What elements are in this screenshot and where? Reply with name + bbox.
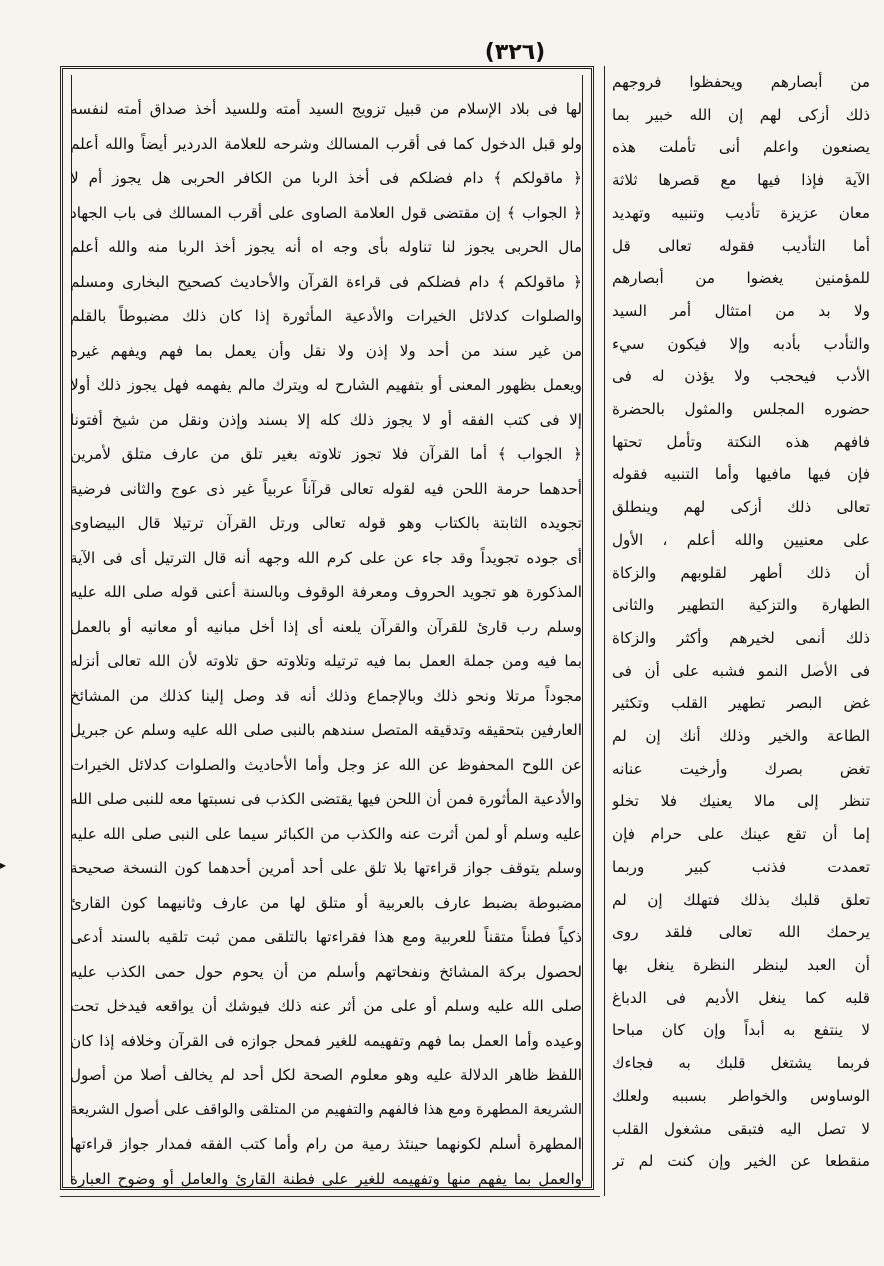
margin-text-line: يصنعون واعلم أنى تأملت هذه bbox=[612, 138, 870, 157]
margin-text-line: من أبصارهم ويحفظوا فروجهم bbox=[612, 73, 870, 91]
margin-text-line: فافهم هذه النكتة وتأمل تحتها bbox=[612, 432, 870, 451]
main-text-line: لحصول بركة المشائخ ونفحاتهم وأسلم من أن يحوم حول حمى الكذب عليه bbox=[70, 962, 582, 981]
margin-text-line: يرحمك الله تعالى فلقد روى bbox=[612, 923, 870, 942]
main-text-line: ذكياً فطناً متقناً للعربية ومع هذا فقراءتها بالتلقى ممن ثبت تلقيه بالسند أدعى bbox=[70, 928, 582, 946]
margin-text-line: حضوره المجلس والمثول بالحضرة bbox=[612, 400, 870, 419]
margin-text-line: إما أن تقع عينك على حرام فإن bbox=[612, 825, 870, 844]
main-text-line: اللفظ ظاهر الدلالة عليه وهو معلوم الصحة لكل أحد لم يخالف أصلا من أصول bbox=[70, 1066, 582, 1084]
main-text-line: الشريعة المطهرة ومع هذا فالفهم والتفهيم من المتلقى والواقف على أصول الشريعة bbox=[70, 1100, 582, 1118]
main-text-line: تجويده الثابتة بالكتاب وهو قوله تعالى ورتل القرآن ترتيلا قال البيضاوى bbox=[70, 514, 582, 532]
margin-text-line: للمؤمنين يغضوا من أبصارهم bbox=[612, 269, 870, 288]
margin-text-line: الطهارة والتزكية التطهير والثانى bbox=[612, 596, 870, 615]
main-text-line: إلا فى كتب الفقه أو لا يجوز ذلك كله إلا بسند وإذن ونقل من شيخ أفتونا bbox=[70, 410, 582, 429]
margin-text-line: تغض بصرك وأرخيت عنانه bbox=[612, 759, 870, 778]
margin-text-line: لا ينتفع به أبداً وإن كان مباحا bbox=[612, 1021, 870, 1040]
margin-text-line: فإن فيها مافيها وأما التنبيه فقوله bbox=[612, 465, 870, 484]
margin-divider-rule bbox=[604, 66, 605, 1196]
main-text-line: وسلم يتوقف جواز قراءتها بلا تلق على أحد أمرين أحدهما كون النسخة صحيحة bbox=[70, 859, 582, 877]
main-text-line: والأدعية المأثورة فمن أن اللحن فيها يقتضى الكذب فى نسبتها معه للنبى صلى الله bbox=[70, 790, 582, 808]
margin-text-line: تعلق قلبك بذلك فتهلك إن لم bbox=[612, 890, 870, 909]
main-text-line: وعيده وأما العمل بما فهم وتفهيمه للغير فمحل جوازه فى القرآن وخلافه إذا كان bbox=[70, 1031, 582, 1050]
margin-text-line: الوساوس والخواطر بسببه ولعلك bbox=[612, 1086, 870, 1105]
main-text-line: ويعمل بظهور المعنى أو بتفهيم الشارح له ويترك مالم يفهمه فهل يجوز ذلك أولا bbox=[70, 376, 582, 394]
main-text-line: العارفين بتحقيقه وتدقيقه المتصل سندهم بالنبى صلى الله عليه وسلم عن جبريل bbox=[70, 721, 582, 739]
main-text-line: بما فيه ومن جملة العمل بما فيه ترتيله وتلاوته حق تلاوته لأن الله تعالى أنزله bbox=[70, 652, 582, 670]
main-text-line: وسلم رب قارئ للقرآن والقرآن يلعنه أى إذا أخل مبانيه أو معانيه أو بالعمل bbox=[70, 617, 582, 636]
margin-text-line: منقطعا عن الخير وإن كنت لم تر bbox=[612, 1152, 870, 1171]
main-text-line: أحدهما حرمة اللحن فيه لقوله تعالى قرآناً عربياً غير ذى عوج والثانى فرضية bbox=[70, 479, 582, 498]
main-text-line: المذكورة هو تجويد الحروف ومعرفة الوقوف وبالسنة أعنى قوله صلى الله عليه bbox=[70, 583, 582, 601]
margin-text-line: تعالى ذلك أزكى لهم وينطلق bbox=[612, 498, 870, 517]
margin-text-line: أما التأديب فقوله تعالى قل bbox=[612, 236, 870, 255]
main-text-block bbox=[70, 92, 582, 1188]
main-text-line: ﴿ الجواب ﴾ أما القرآن فلا تجوز تلاوته بغير تلق من عارف متلق لأمرين bbox=[70, 445, 582, 463]
margin-text-line: الطاعة والخير وذلك أنك إن لم bbox=[612, 727, 870, 746]
margin-text-line: والتأدب بأدبه وإلا فيكون سيء bbox=[612, 334, 870, 353]
main-text-line: مضبوطة بضبط عارف بالعربية أو متلق لها من عارف وثانيهما كون القارئ bbox=[70, 893, 582, 912]
bottom-rule bbox=[60, 1196, 600, 1197]
side-marker-icon: ▸ bbox=[0, 858, 7, 872]
margin-text-line: الآية فإذا فيها مع قصرها ثلاثة bbox=[612, 171, 870, 190]
main-text-line: مجوداً مرتلا ونحو ذلك وبالإجماع وذلك أنه قد وصل إلينا كذلك من المشائخ bbox=[70, 686, 582, 705]
main-text-line: ولو قبل الدخول كما فى أقرب المسالك وشرحه للعلامة الدردير أيضاً والله أعلم bbox=[70, 134, 582, 153]
main-text-line: صلى الله عليه وسلم أو على من أثر عنه ذلك فيوشك أن يواقعه فيدخل تحت bbox=[70, 997, 582, 1015]
main-text-line: ﴿ ماقولكم ﴾ دام فضلكم فى أخذ الربا من الكافر الحربى هل يجوز أم لا bbox=[70, 169, 582, 187]
margin-commentary-block bbox=[612, 66, 870, 1196]
margin-text-line: أن العبد لينظر النظرة ينغل بها bbox=[612, 955, 870, 974]
main-text-line: لها فى بلاد الإسلام من قبيل تزويج السيد أمته وللسيد أخذ صداق أمته لنفسه bbox=[70, 100, 582, 118]
main-text-line: عن اللوح المحفوظ عن الله عز وجل وأما الأحاديث والصلوات كدلائل الخيرات bbox=[70, 755, 582, 774]
margin-text-line: ولا بد من امتثال أمر السيد bbox=[612, 301, 870, 320]
main-text-line: أى جوده تجويداً وقد جاء عن على كرم الله وجهه أنه قال الترتيل أى فى الآية bbox=[70, 548, 582, 567]
margin-text-line: الأدب فيحجب ولا يؤذن له فى bbox=[612, 367, 870, 386]
main-text-line: المطهرة أسلم لكونهما حينئذ رمية من رام وأما كتب الفقه فمدار جواز قراءتها bbox=[70, 1135, 582, 1153]
margin-text-line: تنظر إلى مالا يعنيك فلا تخلو bbox=[612, 792, 870, 811]
margin-text-line: غض البصر تطهير القلب وتكثير bbox=[612, 694, 870, 713]
margin-text-line: معان عزيزة تأديب وتنبيه وتهديد bbox=[612, 203, 870, 222]
main-text-line: مال الحربى يجوز لنا تناوله بأى وجه اه أنه يجوز أخذ الربا منه والله أعلم bbox=[70, 238, 582, 256]
main-text-line: من غير سند من أحد ولا إذن ولا نقل وأن يعمل بما فهم ويفهم غيره bbox=[70, 341, 582, 360]
margin-text-line: قلبه كما ينغل الأديم فى الدباغ bbox=[612, 988, 870, 1007]
margin-text-line: لا تصل اليه فتبقى مشغول القلب bbox=[612, 1119, 870, 1138]
margin-text-line: فى الأصل النمو فشبه على أن فى bbox=[612, 661, 870, 680]
page-number: (٣٢٦) bbox=[484, 40, 546, 65]
margin-text-line: ذلك أنمى لخيرهم وأكثر والزكاة bbox=[612, 628, 870, 647]
margin-text-line: أن ذلك أطهر لقلوبهم والزكاة bbox=[612, 563, 870, 582]
main-text-line: والصلوات كدلائل الخيرات والأدعية المأثورة إذا كان ذلك مضبوطاً بالقلم bbox=[70, 307, 582, 325]
margin-text-line: ذلك أزكى لهم إن الله خبير بما bbox=[612, 105, 870, 124]
main-text-line: والعمل بما يفهم منها وتفهيمه للغير على فطنة القارئ والعامل أو وضوح العبارة bbox=[70, 1169, 582, 1188]
main-text-line: عليه وسلم أو لمن أثرت عنه والكذب من الكبائر سيما على النبى صلى الله عليه bbox=[70, 824, 582, 843]
main-text-line: ﴿ ماقولكم ﴾ دام فضلكم فى قراءة القرآن والأحاديث كصحيح البخارى ومسلم bbox=[70, 272, 582, 291]
main-text-line: ﴿ الجواب ﴾ إن مقتضى قول العلامة الصاوى على أقرب المسالك فى باب الجهاد bbox=[70, 203, 582, 222]
margin-text-line: فربما يشتغل قلبك به فجاءك bbox=[612, 1054, 870, 1073]
margin-text-line: على معنيين والله أعلم ، الأول bbox=[612, 530, 870, 549]
margin-text-line: تعمدت فذنب كبير وربما bbox=[612, 857, 870, 876]
